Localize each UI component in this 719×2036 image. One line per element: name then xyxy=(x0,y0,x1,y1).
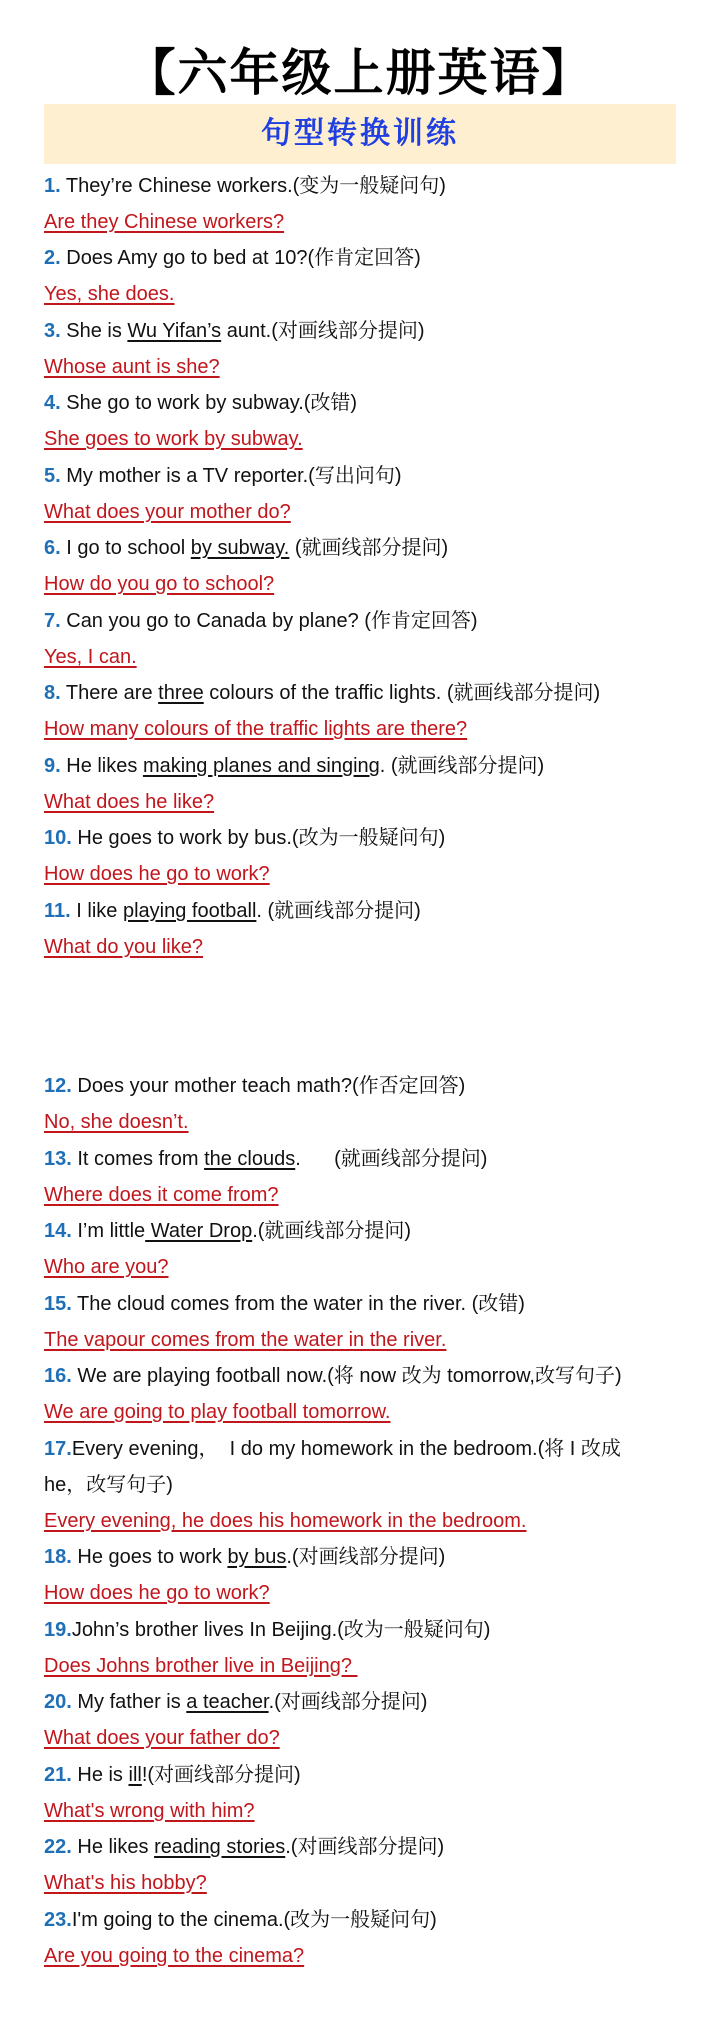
underlined-part: Wu Yifan’s xyxy=(127,320,222,342)
question-14 xyxy=(44,1216,684,1246)
question-text: My mother is a TV reporter.(写出问句) xyxy=(60,465,402,487)
question-text-continued: he，改写句子) xyxy=(44,1474,173,1496)
answer-2: Yes, she does. xyxy=(44,283,175,305)
question-number: 1. xyxy=(44,175,61,197)
question-text: It comes from xyxy=(71,1148,205,1170)
answer-19: Does Johns brother live in Beijing? xyxy=(44,1655,358,1677)
question-21 xyxy=(44,1760,684,1790)
question-text: The cloud comes from the water in the river. (改错) xyxy=(71,1293,525,1315)
answer-10: How does he go to work? xyxy=(44,863,270,885)
question-text: She go to work by subway.(改错) xyxy=(60,392,358,414)
question-text: She is xyxy=(60,320,128,342)
question-text: Every evening， I do my homework in the bedroom.(将 I 改成 xyxy=(71,1438,621,1460)
question-text-tail: !(对画线部分提问) xyxy=(141,1764,301,1786)
question-text-tail: (就画线部分提问) xyxy=(289,537,449,559)
question-text: He is xyxy=(71,1764,129,1786)
underlined-part: by bus xyxy=(227,1546,287,1568)
answer-21: What's wrong with him? xyxy=(44,1800,255,1822)
question-19 xyxy=(44,1615,684,1645)
question-20 xyxy=(44,1687,684,1717)
answer-12: No, she doesn’t. xyxy=(44,1111,189,1133)
question-text: John’s brother lives In Beijing.(改为一般疑问句) xyxy=(71,1619,491,1641)
answer-18: How does he go to work? xyxy=(44,1582,270,1604)
underlined-part: playing football xyxy=(122,900,257,922)
question-number: 11. xyxy=(44,900,71,922)
underlined-part: by subway. xyxy=(190,537,290,559)
question-text: He goes to work by bus.(改为一般疑问句) xyxy=(71,827,446,849)
question-text: He likes xyxy=(60,755,143,777)
question-12 xyxy=(44,1071,684,1101)
answer-13: Where does it come from? xyxy=(44,1184,279,1206)
question-text: I like xyxy=(70,900,123,922)
answer-6: How do you go to school? xyxy=(44,573,275,595)
question-17-continued xyxy=(44,1470,684,1500)
question-text-tail: .(对画线部分提问) xyxy=(286,1546,446,1568)
question-text: I'm going to the cinema.(改为一般疑问句) xyxy=(71,1909,437,1931)
question-text: Does your mother teach math?(作否定回答) xyxy=(71,1075,466,1097)
answer-9: What does he like? xyxy=(44,791,215,813)
question-text: He goes to work xyxy=(71,1546,228,1568)
answer-14: Who are you? xyxy=(44,1256,169,1278)
page-title: 【六年级上册英语】 xyxy=(125,43,594,102)
question-text-tail: .(对画线部分提问) xyxy=(285,1836,445,1858)
answer-23: Are you going to the cinema? xyxy=(44,1945,305,1967)
answer-1: Are they Chinese workers? xyxy=(44,211,285,233)
underlined-part: a teacher xyxy=(186,1691,269,1713)
question-text: I go to school xyxy=(60,537,191,559)
question-text-tail: . (就画线部分提问) xyxy=(256,900,421,922)
question-number: 5. xyxy=(44,465,61,487)
question-number: 16. xyxy=(44,1365,72,1387)
answer-5: What does your mother do? xyxy=(44,501,291,523)
question-number: 12. xyxy=(44,1075,72,1097)
question-7 xyxy=(44,606,684,636)
question-3 xyxy=(44,316,684,346)
question-11 xyxy=(44,896,684,926)
question-18 xyxy=(44,1542,684,1572)
question-22 xyxy=(44,1832,684,1862)
question-number: 3. xyxy=(44,320,61,342)
question-number: 2. xyxy=(44,247,61,269)
question-number: 8. xyxy=(44,682,61,704)
question-number: 13. xyxy=(44,1148,72,1170)
question-text-tail: .(对画线部分提问) xyxy=(268,1691,428,1713)
underlined-part: three xyxy=(158,682,204,704)
answer-4: She goes to work by subway. xyxy=(44,428,303,450)
question-number: 4. xyxy=(44,392,61,414)
question-number: 6. xyxy=(44,537,61,559)
answer-16: We are going to play football tomorrow. xyxy=(44,1401,391,1423)
question-text-tail: . (就画线部分提问) xyxy=(295,1148,488,1170)
answer-17: Every evening, he does his homework in the bedroom. xyxy=(44,1510,527,1532)
question-number: 22. xyxy=(44,1836,72,1858)
question-number: 20. xyxy=(44,1691,72,1713)
question-text: My father is xyxy=(71,1691,187,1713)
question-number: 7. xyxy=(44,610,61,632)
question-number: 18. xyxy=(44,1546,72,1568)
question-number: 19. xyxy=(44,1619,72,1641)
question-9 xyxy=(44,751,684,781)
answer-22: What's his hobby? xyxy=(44,1872,207,1894)
underlined-part: making planes and singing xyxy=(142,755,380,777)
question-text-tail: colours of the traffic lights. (就画线部分提问) xyxy=(203,682,601,704)
question-13 xyxy=(44,1144,684,1174)
question-2 xyxy=(44,243,684,273)
question-number: 10. xyxy=(44,827,72,849)
answer-15: The vapour comes from the water in the river. xyxy=(44,1329,447,1351)
question-5 xyxy=(44,461,684,491)
answer-8: How many colours of the traffic lights are there? xyxy=(44,718,468,740)
question-text: There are xyxy=(60,682,159,704)
question-text: Can you go to Canada by plane? (作肯定回答) xyxy=(60,610,478,632)
underlined-part: reading stories xyxy=(154,1836,286,1858)
question-text-tail: aunt.(对画线部分提问) xyxy=(221,320,425,342)
question-4 xyxy=(44,388,684,418)
question-text: He likes xyxy=(71,1836,155,1858)
question-text: We are playing football now.(将 now 改为 tomorrow,改写句子) xyxy=(71,1365,622,1387)
question-text: Does Amy go to bed at 10?(作肯定回答) xyxy=(60,247,421,269)
question-23 xyxy=(44,1905,684,1935)
question-text: They’re Chinese workers.(变为一般疑问句) xyxy=(60,175,446,197)
answer-7: Yes, I can. xyxy=(44,646,137,668)
question-number: 21. xyxy=(44,1764,72,1786)
answer-11: What do you like? xyxy=(44,936,203,958)
underlined-part: Water Drop xyxy=(145,1220,253,1242)
subtitle: 句型转换训练 xyxy=(261,116,459,151)
answer-20: What does your father do? xyxy=(44,1727,280,1749)
underlined-part: the clouds xyxy=(204,1148,296,1170)
question-10 xyxy=(44,823,684,853)
question-16 xyxy=(44,1361,684,1391)
question-1 xyxy=(44,171,684,201)
question-8 xyxy=(44,678,684,708)
question-number: 23. xyxy=(44,1909,72,1931)
question-text: I’m little xyxy=(71,1220,146,1242)
question-text-tail: .(就画线部分提问) xyxy=(252,1220,412,1242)
question-15 xyxy=(44,1289,684,1319)
subtitle-banner xyxy=(44,104,676,164)
question-text-tail: . (就画线部分提问) xyxy=(379,755,545,777)
answer-3: Whose aunt is she? xyxy=(44,356,220,378)
question-number: 17. xyxy=(44,1438,72,1460)
underlined-part: ill xyxy=(128,1764,142,1786)
question-6 xyxy=(44,533,684,563)
question-number: 14. xyxy=(44,1220,72,1242)
question-17 xyxy=(44,1434,684,1464)
question-number: 9. xyxy=(44,755,61,777)
question-number: 15. xyxy=(44,1293,72,1315)
